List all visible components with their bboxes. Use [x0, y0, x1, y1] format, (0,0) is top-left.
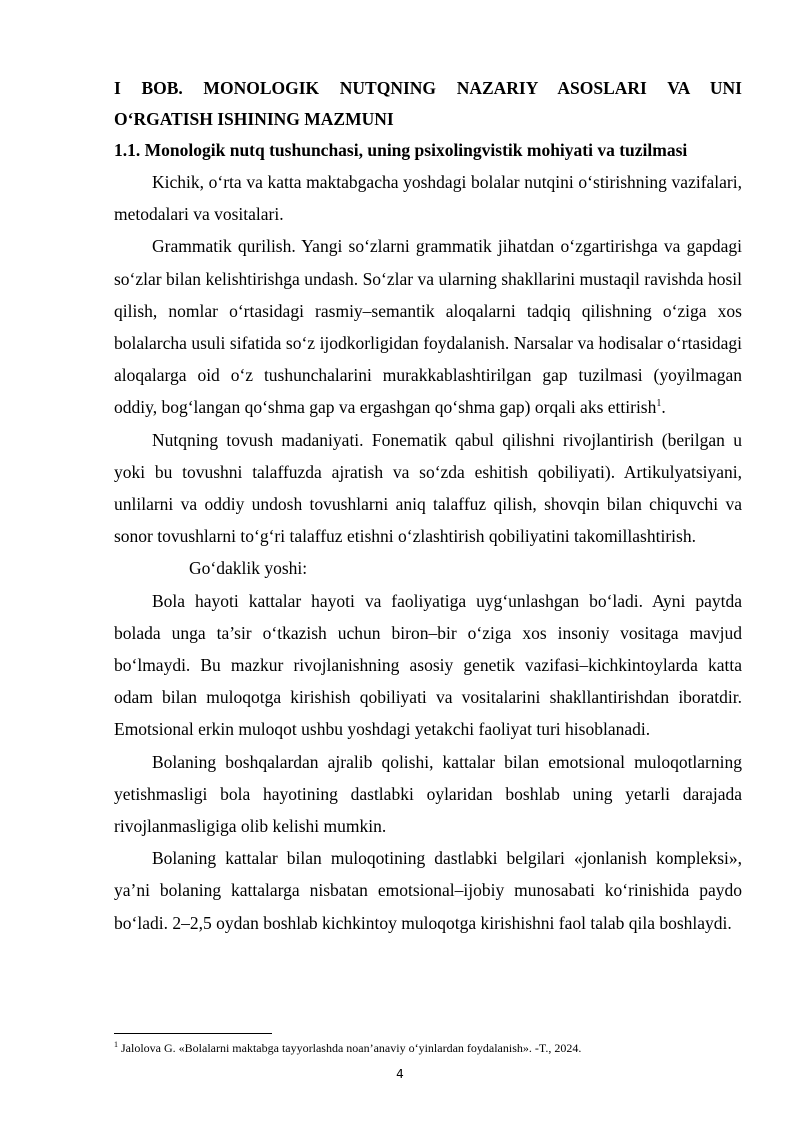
footnote [114, 1040, 754, 1056]
paragraph-2 [114, 230, 742, 423]
paragraph-7: Bolaning kattalar bilan muloqotining dastlabki belgilari «jonlanish kompleksi», ya’ni bolaning kattalarga nisbatan emotsional–ijobiy munosabati ko‘rinishida paydo bo‘ladi. 2–2,5 oydan boshlab kichkintoy muloqotga kirishishni faol talab qila boshlaydi. [114, 848, 742, 933]
footnote-reference[interactable]: 1 [656, 398, 662, 410]
paragraph-5: Bola hayoti kattalar hayoti va faoliyatiga uyg‘unlashgan bo‘ladi. Ayni paytda bolada unga ta’sir o‘tkazish uchun biron–bir o‘ziga xos insoniy vositaga mavjud bo‘lmaydi. Bu mazkur rivojlanishning asosiy genetik vazifasi–kichkintoylarda katta odam bilan muloqotga kirishish qobiliyati va vositalarini shakllantirishdan iboratdir. Emotsional erkin muloqot ushbu yoshdagi yetakchi faoliyat turi hisoblanadi. [114, 590, 742, 740]
footnote-separator [114, 1033, 272, 1034]
chapter-title-line2: O‘RGATISH ISHINING MAZMUNI [114, 109, 394, 129]
paragraph-2-end: . [661, 397, 666, 418]
paragraph-1: Kichik, o‘rta va katta maktabgacha yoshdagi bolalar nutqini o‘stirishning vazifalari, metodalari va vositalari. [114, 172, 742, 225]
chapter-title [114, 73, 742, 135]
chapter-title-line1: I BOB. MONOLOGIK NUTQNING NAZARIY ASOSLARI VA UNI [114, 78, 742, 98]
paragraph-2-text: Grammatik qurilish. Yangi so‘zlarni grammatik jihatdan o‘zgartirishga va gapdagi so‘zlar bilan kelishtirishga undash. So‘zlar va ularning shakllarini mustaqil ravishda hosil qilish, nomlar o‘rtasidagi rasmiy–semantik aloqalarni tadqiq qilishning o‘ziga xos bolalarcha usuli sifatida so‘z ijodkorligidan foydalanish. Narsalar va hodisalar o‘rtasidagi aloqalarga oid o‘z tushunchalarini murakkablashtirilgan gap tuzilmasi (yoyilmagan oddiy, bog‘langan qo‘shma gap va ergashgan qo‘shma gap) orqali aks ettirish [114, 236, 742, 418]
paragraph-3: Nutqning tovush madaniyati. Fonematik qabul qilishni rivojlantirish (berilgan u yoki bu tovushni talaffuzda ajratish va so‘zda eshitish qobiliyati). Artikulyatsiyani, unlilarni va oddiy undosh tovushlarni aniq talaffuz qilish, shovqin bilan chiquvchi va sonor tovushlarni to‘g‘ri talaffuz etishni o‘zlashtirish qobiliyatini takomillashtirish. [114, 429, 742, 547]
section-title: 1.1. Monologik nutq tushunchasi, uning psixolingvistik mohiyati va tuzilmasi [114, 140, 688, 160]
paragraph-6: Bolaning boshqalardan ajralib qolishi, kattalar bilan emotsional muloqotlarning yetishmasligi bola hayotining dastlabki oylaridan boshlab uning yetarli darajada rivojlanmasligiga olib kelishi mumkin. [114, 751, 742, 837]
page-number: 4 [396, 1067, 404, 1081]
footnote-marker: 1 [114, 1040, 118, 1049]
footnote-text: Jalolova G. «Bolalarni maktabga tayyorlashda noan’anaviy o‘yinlardan foydalanish». -T., 2024. [118, 1041, 582, 1055]
paragraph-4: Go‘daklik yoshi: [189, 558, 308, 579]
page-content [114, 73, 742, 939]
